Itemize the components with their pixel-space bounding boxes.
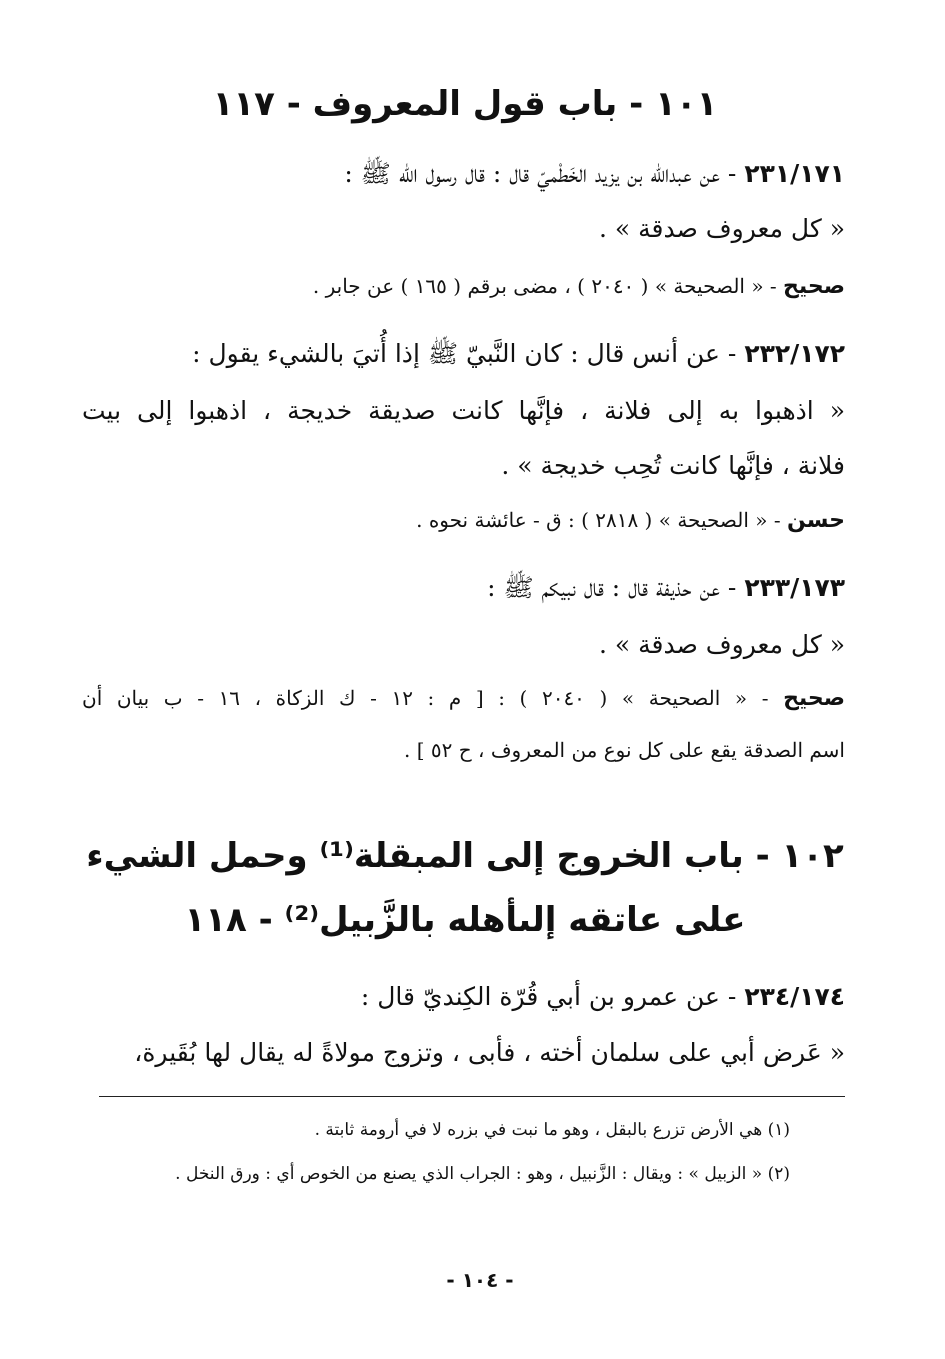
chapter-102-title-line-2: على عاتقه إلىأهله بالزَّبيل⁽²⁾ - ١١٨ <box>184 900 746 940</box>
hadith-171-number: ٢٣١/١٧١ <box>744 159 845 188</box>
hadith-174-line-1 <box>361 982 845 1011</box>
footnote-2: (٢) « الزبيل » : ويقال : الزَّنبيل ، وهو : الجراب الذي يصنع من الخوص أي : ورق النخل . <box>175 1164 790 1184</box>
hadith-172-line-3: فلانة ، فإنَّها كانت تُحِب خديجة » . <box>501 451 845 480</box>
hadith-174-text-1: - عن عمرو بن أبي قُرّة الكِنديّ قال : <box>360 982 745 1011</box>
hadith-171-grade: صحيح <box>783 274 845 299</box>
hadith-173-text-1: - عن حذيفة قال : قال نبيكم ﷺ : <box>487 573 745 602</box>
hadith-171-text-1: - عن عبدالله بن يزيد الخَطْميّ قال : قال رسول الله ﷺ : <box>344 159 745 188</box>
hadith-173-grade-text: - « الصحيحة » ( ٢٠٤٠ ) : [ م : ١٢ - ك الزكاة ، ١٦ - ب بيان أن <box>82 686 784 710</box>
hadith-171-line-1 <box>344 158 845 195</box>
hadith-174-number: ٢٣٤/١٧٤ <box>744 982 845 1011</box>
footnote-1: (١) هي الأرض تزرع بالبقل ، وهو ما نبت في بزره لا في أرومة ثابتة . <box>314 1120 790 1140</box>
hadith-173-grading <box>82 686 845 711</box>
hadith-172-grade-text: - « الصحيحة » ( ٢٨١٨ ) : ق - عائشة نحوه . <box>416 508 787 532</box>
hadith-173-grade: صحيح <box>783 686 846 711</box>
hadith-171-grading <box>313 274 845 299</box>
hadith-171-grade-text: - « الصحيحة » ( ٢٠٤٠ ) ، مضى برقم ( ١٦٥ ) عن جابر . <box>312 274 784 298</box>
hadith-172-grading <box>416 508 845 533</box>
hadith-172-grade: حسن <box>786 508 845 533</box>
hadith-171-line-2: « كل معروف صدقة » . <box>598 214 845 243</box>
footnote-separator <box>99 1096 845 1097</box>
hadith-173-line-2: « كل معروف صدقة » . <box>598 630 845 659</box>
chapter-101-title: ١٠١ - باب قول المعروف - ١١٧ <box>212 84 718 124</box>
hadith-172-text-1: - عن أنس قال : كان النَّبيّ ﷺ إذا أُتيَ بالشيء يقول : <box>192 339 745 368</box>
chapter-102-title-line-1: ١٠٢ - باب الخروج إلى المبقلة⁽¹⁾ وحمل الشيء <box>86 836 844 876</box>
hadith-174-line-2: « عَرض أبي على سلمان أخته ، فأبى ، وتزوج مولاةً له يقال لها بُقَيرة، <box>134 1038 845 1067</box>
hadith-173-number: ٢٣٣/١٧٣ <box>744 573 845 602</box>
hadith-172-line-2: « اذهبوا به إلى فلانة ، فإنَّها كانت صديقة خديجة ، اذهبوا إلى بيت <box>82 396 845 425</box>
hadith-173-line-1 <box>487 572 845 609</box>
hadith-172-number: ٢٣٢/١٧٢ <box>744 339 845 368</box>
hadith-173-grading-line-2: اسم الصدقة يقع على كل نوع من المعروف ، ح ٥٢ ] . <box>404 738 845 762</box>
page-number: - ١٠٤ - <box>446 1268 514 1292</box>
hadith-172-line-1 <box>192 338 845 375</box>
